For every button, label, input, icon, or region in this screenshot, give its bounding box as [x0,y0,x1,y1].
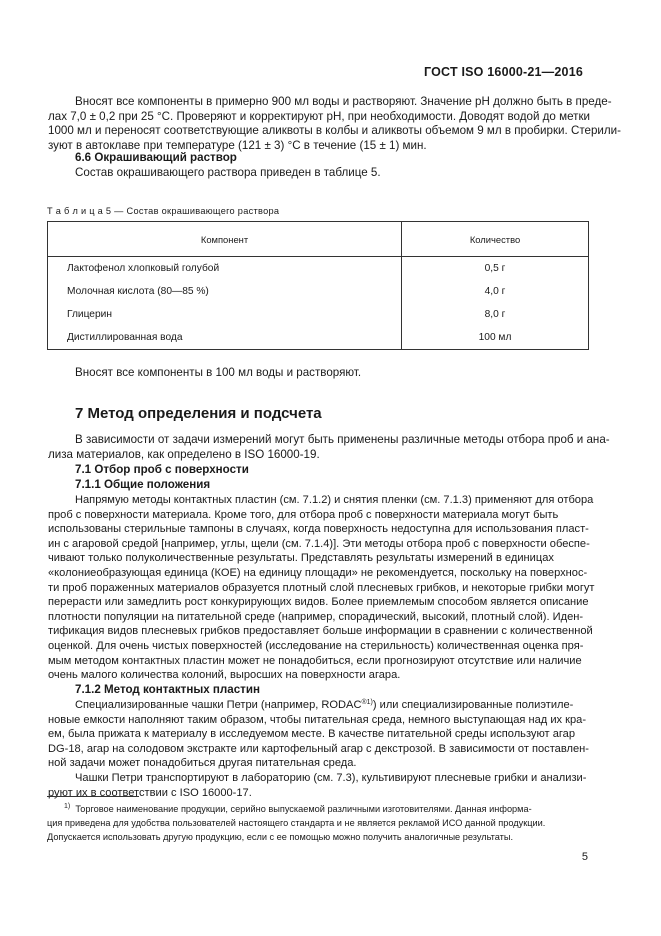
section-6-6-text: Состав окрашивающего раствора приведен в таблице 5. [75,166,381,179]
text-line: мым методом контактных пластин может не понадобиться, если прогнозируют отсутствие или наличие [48,654,582,667]
text-line: руют их в соответствии с ISO 16000-17. [48,786,252,799]
text-fragment: Торговое наименование продукции, серийно выпускаемой различными изготовителями. Данная информа- [75,804,532,814]
text-line: перерасти или замедлить рост конкурирующих видов. Более приемлемым способом является описание [48,596,589,609]
text-line: лиза материалов, как определено в ISO 16000-19. [48,447,320,461]
component-cell: Молочная кислота (80—85 %) [48,280,402,303]
section-heading-6-6: 6.6 Окрашивающий раствор [75,151,237,164]
text-line: Чашки Петри транспортируют в лабораторию (см. 7.3), культивируют плесневые грибки и анализи- [75,772,587,784]
text-line: Допускается использовать другую продукцию, если с ее помощью можно получить аналогичные результаты. [47,832,514,842]
text-line [75,698,586,713]
column-header-quantity: Количество [402,222,589,257]
component-cell: Дистиллированная вода [48,326,402,350]
text-line: ем, была прижата к материалу в исследуемом месте. В качестве питательной среды используют агар [48,728,576,741]
text-fragment: Специализированные чашки Петри (например, RODAC [75,699,362,711]
composition-table [47,221,589,350]
section-7-intro [48,433,610,462]
text-line: зуют в автоклаве при температуре (121 ± 3) °С в течение (15 ± 1) мин. [48,138,427,152]
text-line: использованы стерильные тампоны в случаях, когда поверхность недоступна для использования пласт- [48,523,589,536]
text-line: В зависимости от задачи измерений могут быть применены различные методы отбора проб и ана- [75,433,610,446]
footnote-mark: 1) [64,803,71,810]
text-line: Напрямую методы контактных пластин (см. 7.1.2) и снятия пленки (см. 7.1.3) применяют для отбора [75,494,594,506]
quantity-cell: 8,0 г [402,303,589,326]
text-line: ти проб пораженных материалов образуется плотный слой плесневых грибков, и некоторые грибки могут [48,581,595,594]
text-line: новые емкости наполняют таким образом, чтобы питательная среда, немного выступающая над их кра- [48,713,587,726]
text-line: оценкой. Для очень чистых поверхностей (исследование на стерильность) количественная оценка пря- [48,639,584,652]
petri-paragraph [48,771,587,800]
footnote [47,802,589,844]
component-cell: Глицерин [48,303,402,326]
quantity-cell: 0,5 г [402,257,589,281]
text-line: «колониеобразующая единица (КОЕ) на единицу площади» не рекомендуется, поскольку на поверхнос- [48,566,588,579]
table-caption: Т а б л и ц а 5 — Состав окрашивающего раствора [47,206,280,216]
text-fragment: ) или специализированные полиэтиле- [372,699,574,711]
table-row [48,303,589,326]
text-line [47,802,589,816]
text-line: проб с поверхности материала. Кроме того, для отбора проб с поверхности материала могут быть [48,508,559,521]
table-row [48,257,589,281]
contact-plate-paragraph [48,698,589,771]
text-line: 1000 мл и переносят соответствующие аликвоты в колбы и аликвоты объемом 9 мл в пробирки. Стерили- [48,124,621,138]
section-heading-7-1-1: 7.1.1 Общие положения [75,478,211,491]
text-line: тификация видов плесневых грибков предоставляет больше информации в сравнении с количественной [48,625,593,638]
table-row [48,280,589,303]
text-line: плотности популяции на питательной среде (например, спорадический, высокий, плотный слой). Иден- [48,610,584,623]
standard-header: ГОСТ ISO 16000-21—2016 [423,65,583,79]
general-paragraph [48,493,595,683]
text-line: чивают только полуколичественные результаты. Представлять результаты измерений в единицах [48,552,554,565]
page-number: 5 [581,851,588,863]
footnote-divider [47,796,139,797]
text-line: DG-18, агар на солодовом экстракте или картофельный агар с декстрозой. В зависимости от поставлен- [48,742,589,755]
text-line: лах 7,0 ± 0,2 при 25 °С. Проверяют и корректируют рН, при необходимости. Доводят водой до метки [48,109,590,123]
text-line: ин с агаровой средой [например, углы, щели (см. 7.1.4)]. Эти методы отбора проб с поверхности обеспе- [48,537,590,550]
intro-paragraph [48,95,621,153]
text-line: Вносят все компоненты в примерно 900 мл воды и растворяют. Значение рН должно быть в преде- [75,95,612,108]
component-cell: Лактофенол хлопковый голубой [48,257,402,281]
section-heading-7-1: 7.1 Отбор проб с поверхности [75,463,249,476]
quantity-cell: 100 мл [402,326,589,350]
text-line: ция приведена для удобства пользователей настоящего стандарта и не является рекламой ИСО данной продукции. [47,818,546,828]
after-table-text: Вносят все компоненты в 100 мл воды и растворяют. [75,366,362,379]
text-line: ной задачи может понадобиться другая питательная среда. [48,757,357,770]
table-header-row [48,222,589,257]
section-heading-7: 7 Метод определения и подсчета [75,405,322,422]
column-header-component: Компонент [48,222,402,257]
table-row [48,326,589,350]
section-heading-7-1-2: 7.1.2 Метод контактных пластин [75,683,260,696]
quantity-cell: 4,0 г [402,280,589,303]
text-line: очень малого количества колоний, выросших на поверхности агара. [48,669,401,682]
footnote-reference: ®1) [361,699,373,706]
